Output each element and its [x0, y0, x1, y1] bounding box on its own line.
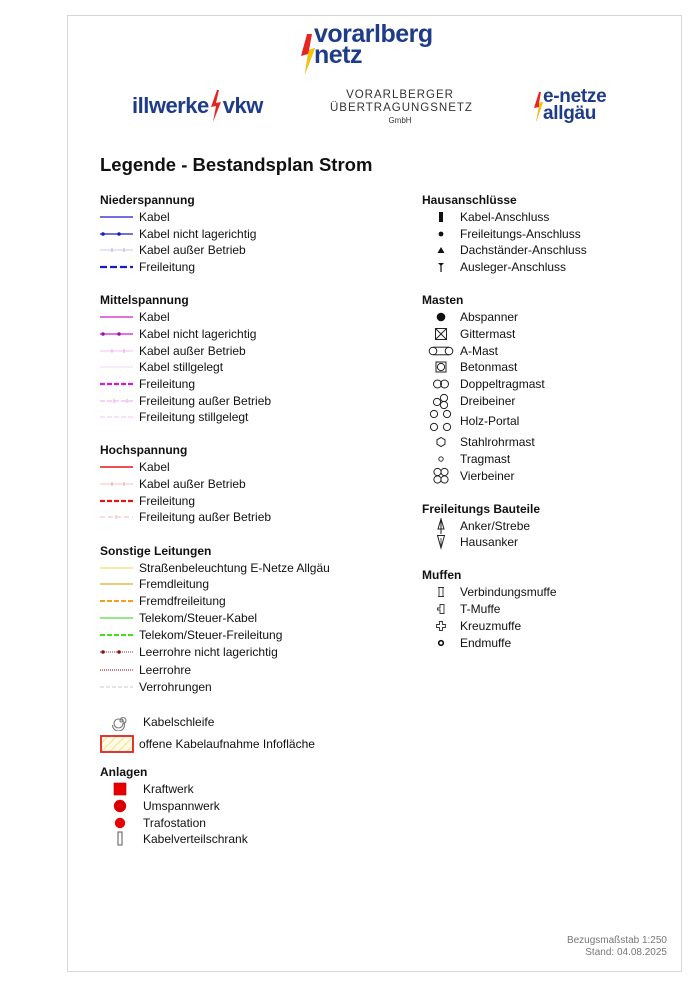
legend-item — [100, 559, 330, 576]
gittermast-box-x-icon — [434, 327, 448, 341]
legend-label: Betonmast — [460, 360, 518, 375]
legend-label: Kabel-Anschluss — [460, 210, 550, 225]
fremdfreileitung-line-icon — [100, 598, 134, 604]
t-muffe-icon — [435, 603, 447, 615]
legend-item — [422, 359, 587, 376]
logo-right-line1: e-netze — [543, 86, 607, 107]
verrohrungen-line-icon — [100, 684, 134, 690]
legend-label: Ausleger-Anschluss — [460, 260, 567, 275]
legend-item — [100, 781, 330, 798]
legend-label: Umspannwerk — [143, 798, 220, 813]
legend-item — [100, 662, 330, 679]
logo-illwerke-part2: vkw — [222, 93, 263, 118]
logo-vorarlberg-netz — [300, 20, 460, 76]
legend-item — [100, 831, 330, 848]
legend-label: Tragmast — [460, 451, 511, 466]
heading-hochspannung: Hochspannung — [100, 443, 188, 458]
dreibeiner-icon — [432, 393, 450, 409]
legend-item — [100, 376, 330, 393]
legend-item — [100, 610, 330, 627]
legend-item — [100, 392, 330, 409]
logo-center-line3: GmbH — [388, 116, 412, 125]
legend-item — [422, 601, 587, 618]
legend-item — [100, 712, 330, 732]
logo-e-netze-allgaeu — [533, 88, 623, 124]
legend-label: Freileitung — [139, 376, 196, 391]
ms-freileitung-stillgelegt-icon — [100, 414, 134, 420]
freileitungs-anschluss-dot-icon — [436, 229, 446, 239]
logo-top-line1: vorarlberg — [314, 20, 433, 48]
right-column — [422, 192, 587, 651]
legend-label: Straßenbeleuchtung E-Netze Allgäu — [139, 560, 330, 575]
logo-center-line1: VORARLBERGER — [346, 89, 454, 101]
legend-label: Holz-Portal — [460, 414, 520, 429]
ns-kabel-nicht-lagerichtig-icon — [100, 231, 134, 237]
legend-item — [100, 626, 330, 643]
legend-label: Stahlrohrmast — [460, 435, 535, 450]
ms-kabel-nicht-lagerichtig-icon — [100, 331, 134, 337]
logo-top-line2: netz — [314, 41, 362, 69]
legend-label: Kabelschleife — [143, 715, 215, 730]
logo-illwerke-part1: illwerke — [132, 93, 209, 118]
legend-item — [100, 492, 330, 509]
heading-hausanschluesse: Hausanschlüsse — [422, 193, 517, 207]
holz-portal-icon — [428, 409, 454, 433]
legend-label: Kabel — [139, 210, 170, 225]
legend-label: Leerrohre — [139, 663, 192, 678]
legend-label: Dachständer-Anschluss — [460, 243, 587, 258]
legend-item — [422, 634, 587, 651]
legend-label: Fremdleitung — [139, 577, 210, 592]
legend-label: Kabel außer Betrieb — [139, 343, 246, 358]
hs-kabel-line-icon — [100, 464, 134, 470]
legend-item — [100, 643, 330, 662]
legend-item — [100, 576, 330, 593]
legend-label: Hausanker — [460, 535, 519, 550]
legend-item — [422, 534, 587, 551]
ausleger-anschluss-t-icon — [436, 261, 446, 273]
left-column — [100, 192, 330, 848]
legend-item — [100, 342, 330, 359]
ms-kabel-stillgelegt-icon — [100, 364, 134, 370]
heading-freileitungs-bauteile: Freileitungs Bauteile — [422, 501, 541, 516]
legend-label: Kabel nicht lagerichtig — [139, 226, 257, 241]
endmuffe-ring-icon — [436, 638, 446, 648]
kraftwerk-square-icon — [113, 782, 127, 796]
heading-masten: Masten — [422, 293, 464, 308]
heading-niederspannung: Niederspannung — [100, 193, 195, 207]
legend-label: Doppeltragmast — [460, 376, 545, 391]
legend-label: Kraftwerk — [143, 782, 194, 797]
legend-item — [100, 309, 330, 326]
legend-item — [100, 814, 330, 831]
logo-right-line2: allgäu — [543, 103, 597, 124]
abspanner-dot-icon — [435, 311, 447, 323]
legend-item — [422, 409, 587, 434]
legend-item — [100, 326, 330, 343]
legend-item — [422, 309, 587, 326]
kreuzmuffe-icon — [435, 620, 447, 632]
legend-label: Vierbeiner — [460, 468, 515, 483]
trafostation-dot-icon — [113, 816, 127, 830]
legend-item — [100, 509, 330, 526]
legend-label: Gittermast — [460, 326, 516, 341]
hs-freileitung-ausser-betrieb-icon — [100, 514, 134, 520]
legend-item — [100, 409, 330, 426]
legend-label: Verrohrungen — [139, 679, 212, 694]
legend-item — [422, 242, 587, 259]
heading-sonstige-leitungen: Sonstige Leitungen — [100, 543, 212, 558]
hs-kabel-ausser-betrieb-icon — [100, 481, 134, 487]
legend-item — [422, 517, 587, 534]
ms-freileitung-icon — [100, 381, 134, 387]
telekom-kabel-line-icon — [100, 615, 134, 621]
legend-label: Abspanner — [460, 310, 519, 325]
betonmast-icon — [434, 360, 448, 374]
doppeltragmast-icon — [432, 378, 450, 390]
legend-label: Leerrohre nicht lagerichtig — [139, 645, 278, 660]
heading-anlagen: Anlagen — [100, 765, 148, 780]
legend-item — [422, 209, 587, 226]
legend-label: Kabelverteilschrank — [143, 832, 248, 847]
heading-mittelspannung: Mittelspannung — [100, 293, 189, 308]
vierbeiner-icon — [432, 467, 450, 485]
legend-item — [422, 467, 587, 484]
kabelverteilschrank-rect-icon — [113, 831, 127, 847]
legend-item — [422, 326, 587, 343]
legend-label: Dreibeiner — [460, 393, 516, 408]
legend-item — [100, 242, 330, 259]
legend-label: Freileitung — [139, 493, 196, 508]
ns-kabel-line-icon — [100, 214, 134, 220]
hausanker-triangle-down-icon — [436, 534, 446, 550]
legend-item — [100, 459, 330, 476]
legend-label: Fremdfreileitung — [139, 594, 226, 609]
legend-item — [100, 798, 330, 815]
ns-kabel-ausser-betrieb-icon — [100, 247, 134, 253]
umspannwerk-circle-icon — [113, 799, 127, 813]
stahlrohrmast-hexagon-icon — [435, 436, 447, 448]
legend-label: T-Muffe — [460, 602, 501, 617]
legend-label: offene Kabelaufnahme Infofläche — [139, 737, 315, 752]
legend-item — [100, 593, 330, 610]
legend-item — [422, 451, 587, 468]
logo-illwerke-vkw — [132, 90, 263, 122]
verbindungsmuffe-icon — [436, 586, 446, 598]
legend-label: Kabel stillgelegt — [139, 360, 224, 375]
legend-label: Freileitung außer Betrieb — [139, 510, 272, 525]
legend-label: Anker/Strebe — [460, 518, 531, 533]
legend-label: Kabel außer Betrieb — [139, 477, 246, 492]
ns-freileitung-icon — [100, 264, 134, 270]
ms-freileitung-ausser-betrieb-icon — [100, 398, 134, 404]
hs-freileitung-icon — [100, 498, 134, 504]
legend-item — [100, 259, 330, 276]
legend-label: Freileitung stillgelegt — [139, 410, 249, 425]
legend-label: Freileitung — [139, 260, 196, 275]
legend-item — [100, 476, 330, 493]
telekom-freileitung-line-icon — [100, 632, 134, 638]
legend-item — [422, 434, 587, 451]
kabelschleife-spiral-icon — [111, 713, 129, 731]
legend-item — [100, 679, 330, 696]
legend-label: Kabel nicht lagerichtig — [139, 326, 257, 341]
legend-label: A-Mast — [460, 343, 499, 358]
a-mast-icon — [428, 345, 454, 357]
legend-item — [422, 584, 587, 601]
legend-label: Telekom/Steuer-Kabel — [139, 610, 258, 625]
legend-item — [422, 392, 587, 409]
anker-strebe-arrow-icon — [436, 518, 446, 534]
legend-label: Kabel außer Betrieb — [139, 243, 246, 258]
legend-label: Endmuffe — [460, 635, 512, 650]
leerrohre-nicht-lagerichtig-icon — [100, 649, 134, 655]
legend-item — [100, 209, 330, 226]
legend-label: Kreuzmuffe — [460, 618, 522, 633]
legend-label: Freileitungs-Anschluss — [460, 226, 581, 241]
legend-label: Freileitung außer Betrieb — [139, 393, 272, 408]
legend-item — [422, 376, 587, 393]
page-title: Legende - Bestandsplan Strom — [100, 154, 373, 175]
footer-info — [560, 935, 667, 959]
ms-kabel-line-icon — [100, 314, 134, 320]
legend-item — [422, 259, 587, 276]
infoflaeche-hatched-box-icon — [100, 735, 134, 753]
legend-item — [100, 732, 330, 756]
legend-label: Trafostation — [143, 815, 206, 830]
ms-kabel-ausser-betrieb-icon — [100, 348, 134, 354]
legend-item — [100, 225, 330, 242]
footer-scale: Bezugsmaßstab 1:250 — [566, 935, 667, 946]
legend-label: Telekom/Steuer-Freileitung — [139, 627, 283, 642]
legend-item — [422, 342, 587, 359]
heading-muffen: Muffen — [422, 568, 462, 583]
logo-center-line2: ÜBERTRAGUNGSNETZ — [330, 102, 473, 114]
legend-label: Kabel — [139, 460, 170, 475]
strassenbeleuchtung-line-icon — [100, 565, 134, 571]
legend-label: Verbindungsmuffe — [460, 585, 557, 600]
leerrohre-line-icon — [100, 667, 134, 673]
legend-label: Kabel — [139, 310, 170, 325]
legend-item — [422, 618, 587, 635]
legend-item — [422, 225, 587, 242]
legend-item — [100, 359, 330, 376]
dachstaender-anschluss-triangle-icon — [436, 245, 446, 255]
logo-vorarlberger-uebertragungsnetz — [330, 89, 473, 127]
tragmast-small-circle-icon — [436, 454, 446, 464]
footer-date: Stand: 04.08.2025 — [585, 947, 667, 958]
bolt-icon — [209, 90, 223, 122]
kabel-anschluss-bar-icon — [436, 211, 446, 223]
fremdleitung-line-icon — [100, 581, 134, 587]
